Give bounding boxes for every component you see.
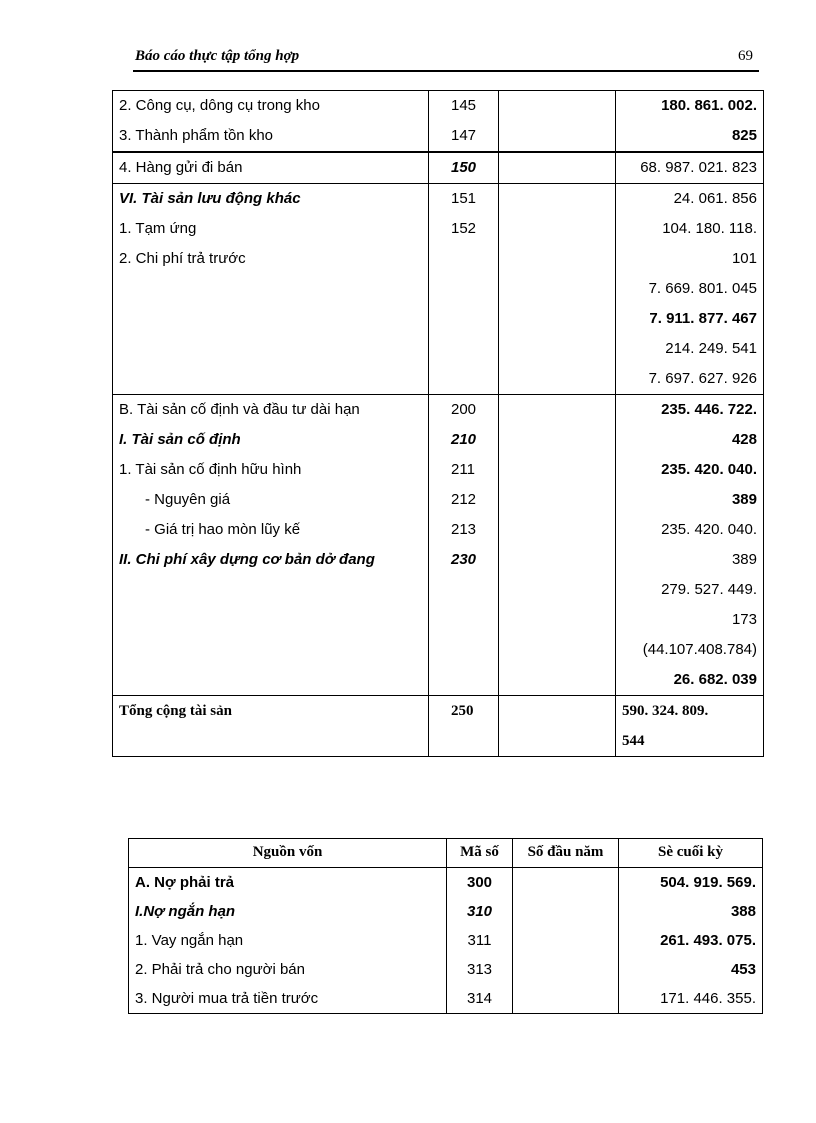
page-number: 69 xyxy=(738,48,753,64)
row-label: A. Nợ phải trả xyxy=(135,874,235,891)
balance-sheet-liabilities-table xyxy=(128,838,763,1014)
row-label: II. Chi phí xây dựng cơ bản dở đang xyxy=(119,551,375,568)
code-cell xyxy=(429,395,499,696)
row-value: 544 xyxy=(622,733,645,749)
row-code: 300 xyxy=(466,874,493,891)
row-value: 389 xyxy=(731,491,757,508)
row-value: 279. 527. 449. xyxy=(661,581,757,598)
code-cell xyxy=(447,868,513,1014)
row-label: 2. Công cụ, dông cụ trong kho xyxy=(119,97,320,114)
table-row-group-1 xyxy=(113,91,764,153)
empty-cell xyxy=(499,91,616,153)
table-row-group-3 xyxy=(113,184,764,395)
description-cell xyxy=(129,868,447,1014)
column-header: Số đầu năm xyxy=(513,839,619,868)
row-code: 314 xyxy=(466,990,493,1007)
value-cell xyxy=(619,868,763,1014)
row-code: 230 xyxy=(451,551,477,568)
row-code: 213 xyxy=(451,521,477,538)
row-value: 104. 180. 118. xyxy=(662,220,757,237)
row-label: - Nguyên giá xyxy=(145,491,231,508)
row-value: 235. 420. 040. xyxy=(661,461,757,478)
value-cell xyxy=(616,184,764,395)
code-cell xyxy=(429,184,499,395)
row-code: 145 xyxy=(451,97,477,114)
column-header: Nguồn vốn xyxy=(129,839,447,868)
row-label: B. Tài sản cố định và đầu tư dài hạn xyxy=(119,401,360,418)
empty-cell xyxy=(499,152,616,184)
table-row-total xyxy=(113,696,764,757)
row-value: 26. 682. 039 xyxy=(673,671,757,688)
row-value: 825 xyxy=(731,127,757,144)
row-value: (44.107.408.784) xyxy=(642,641,757,658)
row-value: 173 xyxy=(731,611,757,628)
row-code: 210 xyxy=(451,431,477,448)
row-value: 7. 911. 877. 467 xyxy=(649,310,757,327)
row-code: 311 xyxy=(467,932,492,949)
row-code: 152 xyxy=(451,220,477,237)
row-value: 504. 919. 569. xyxy=(660,874,756,891)
value-cell xyxy=(616,696,764,757)
row-value: 261. 493. 075. xyxy=(660,932,756,949)
description-cell xyxy=(113,696,429,757)
row-value: 68. 987. 021. 823 xyxy=(640,159,757,176)
row-value: 101 xyxy=(731,250,757,267)
row-label: 4. Hàng gửi đi bán xyxy=(119,159,243,176)
empty-cell xyxy=(513,868,619,1014)
row-label: Tổng cộng tài sản xyxy=(119,703,232,719)
column-header: Sè cuối kỳ xyxy=(619,839,763,868)
table-row-group-4 xyxy=(113,395,764,696)
table-header-row xyxy=(129,839,763,868)
row-value: 214. 249. 541 xyxy=(665,340,757,357)
table-row-body xyxy=(129,868,763,1014)
row-label: 2. Chi phí trả trước xyxy=(119,250,246,267)
row-code: 310 xyxy=(466,903,493,920)
row-code: 151 xyxy=(451,190,477,207)
empty-cell xyxy=(499,184,616,395)
row-code: 212 xyxy=(451,491,477,508)
row-label: I.Nợ ngắn hạn xyxy=(135,903,236,920)
value-cell xyxy=(616,152,764,184)
empty-cell xyxy=(499,395,616,696)
row-label: 2. Phải trả cho người bán xyxy=(135,961,305,978)
row-value: 171. 446. 355. xyxy=(660,990,756,1007)
description-cell xyxy=(113,395,429,696)
description-cell xyxy=(113,91,429,153)
row-code: 313 xyxy=(466,961,493,978)
row-code: 211 xyxy=(451,461,475,478)
row-value: 7. 669. 801. 045 xyxy=(648,280,757,297)
code-cell xyxy=(429,91,499,153)
row-value: 235. 420. 040. xyxy=(661,521,757,538)
row-value: 453 xyxy=(730,961,756,978)
code-cell xyxy=(429,152,499,184)
row-label: 1. Vay ngắn hạn xyxy=(135,932,244,949)
description-cell xyxy=(113,152,429,184)
row-label: - Giá trị hao mòn lũy kế xyxy=(145,521,301,538)
row-label: 1. Tài sản cố định hữu hình xyxy=(119,461,302,478)
row-code: 200 xyxy=(451,401,477,418)
header-title: Báo cáo thực tập tổng hợp xyxy=(135,48,300,64)
header-rule xyxy=(133,70,759,72)
row-label: VI. Tài sản lưu động khác xyxy=(119,190,301,207)
row-value: 7. 697. 627. 926 xyxy=(648,370,757,387)
row-value: 590. 324. 809. xyxy=(622,703,709,719)
row-value: 180. 861. 002. xyxy=(661,97,757,114)
row-value: 389 xyxy=(731,551,757,568)
row-label: 3. Người mua trả tiền trước xyxy=(135,990,319,1007)
row-label: I. Tài sản cố định xyxy=(119,431,241,448)
row-label: 1. Tạm ứng xyxy=(119,220,197,237)
row-label: 3. Thành phẩm tồn kho xyxy=(119,127,273,144)
code-cell xyxy=(429,696,499,757)
value-cell xyxy=(616,91,764,153)
column-header: Mã số xyxy=(447,839,513,868)
table-row-group-2 xyxy=(113,152,764,184)
empty-cell xyxy=(499,696,616,757)
row-value: 388 xyxy=(730,903,756,920)
row-value: 428 xyxy=(731,431,757,448)
row-value: 24. 061. 856 xyxy=(673,190,757,207)
balance-sheet-assets-table xyxy=(112,90,764,757)
row-code: 250 xyxy=(451,703,474,719)
value-cell xyxy=(616,395,764,696)
row-code: 150 xyxy=(451,159,477,176)
row-value: 235. 446. 722. xyxy=(661,401,757,418)
row-code: 147 xyxy=(451,127,477,144)
description-cell xyxy=(113,184,429,395)
